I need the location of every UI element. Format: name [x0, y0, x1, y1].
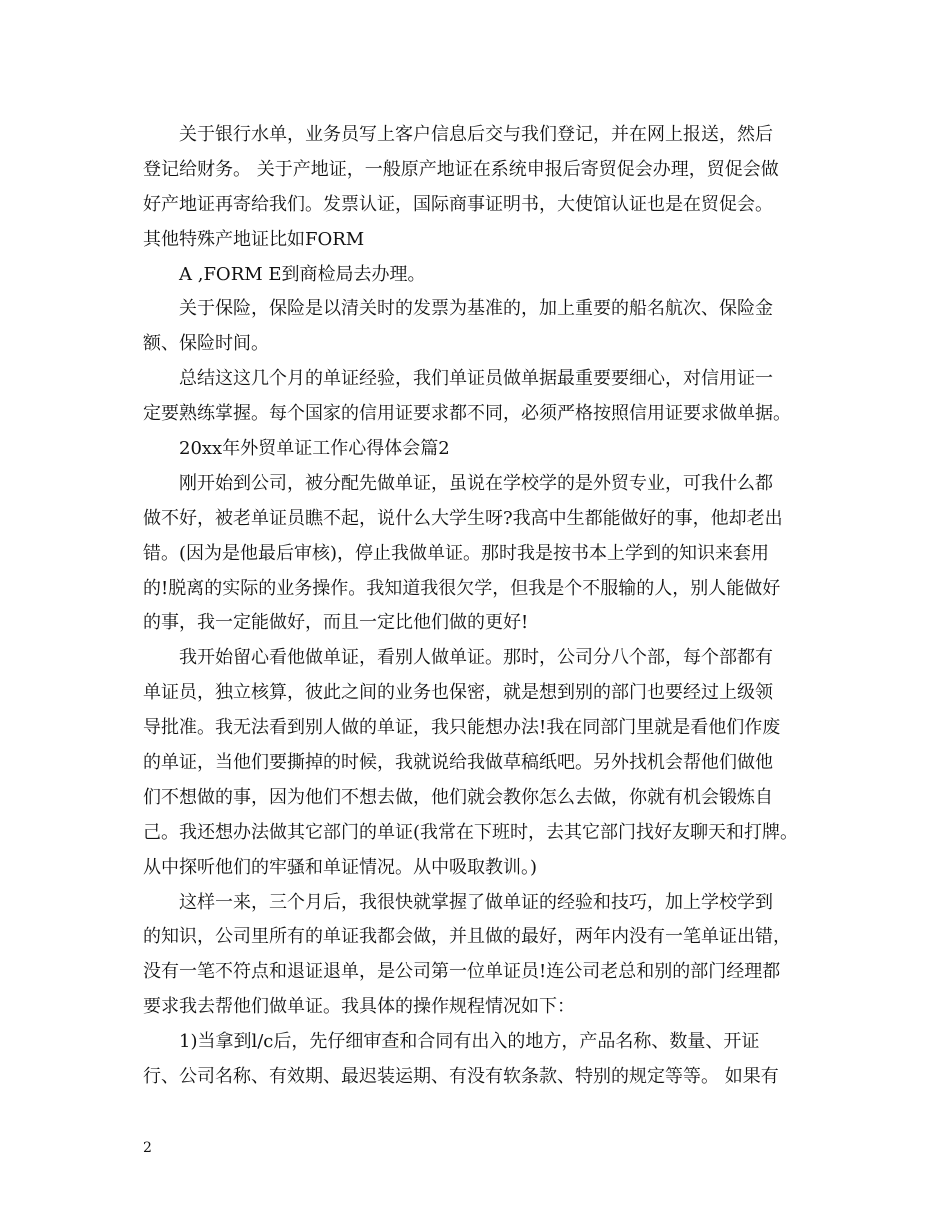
- text-line: 单证员，独立核算，彼此之间的业务也保密，就是想到别的部门也要经过上级领: [143, 682, 773, 704]
- text-line: 定要熟练掌握。每个国家的信用证要求都不同，必须严格按照信用证要求做单据。: [143, 403, 791, 425]
- text-line: 刚开始到公司，被分配先做单证，虽说在学校学的是外贸专业，可我什么都: [179, 472, 773, 494]
- text-line: 们不想做的事，因为他们不想去做，他们就会教你怎么去做，你就有机会锻炼自: [143, 786, 773, 808]
- text-line: 关于保险，保险是以清关时的发票为基准的，加上重要的船名航次、保险金: [179, 298, 773, 320]
- text-line: 1)当拿到l/c后，先仔细审查和合同有出入的地方，产品名称、数量、开证: [179, 1031, 760, 1053]
- text-line: 从中探听他们的牢骚和单证情况。从中吸取教训。): [143, 856, 538, 878]
- text-line: 的!脱离的实际的业务操作。我知道我很欠学，但我是个不服输的人，别人能做好: [143, 577, 781, 599]
- page-number: 2: [143, 1140, 152, 1156]
- text-line: 没有一笔不符点和退证退单，是公司第一位单证员!连公司老总和别的部门经理都: [143, 961, 781, 983]
- text-line: 做不好，被老单证员瞧不起，说什么大学生呀?我高中生都能做好的事，他却老出: [143, 507, 783, 529]
- text-line: 其他特殊产地证比如FORM: [143, 228, 365, 250]
- text-line: A ,FORM E到商检局去办理。: [179, 263, 426, 285]
- text-line: 己。我还想办法做其它部门的单证(我常在下班时，去其它部门找好友聊天和打牌。: [143, 821, 799, 843]
- text-line: 的知识，公司里所有的单证我都会做，并且做的最好，两年内没有一笔单证出错，: [143, 926, 791, 948]
- text-line: 导批准。我无法看到别人做的单证，我只能想办法!我在同部门里就是看他们作废: [143, 717, 781, 739]
- text-line: 我开始留心看他做单证，看别人做单证。那时，公司分八个部，每个部都有: [179, 647, 773, 669]
- text-line: 关于银行水单，业务员写上客户信息后交与我们登记，并在网上报送，然后: [179, 124, 773, 145]
- text-line: 要求我去帮他们做单证。我具体的操作规程情况如下：: [143, 996, 575, 1018]
- text-line: 的事，我一定能做好，而且一定比他们做的更好!: [143, 612, 529, 634]
- section-heading: 20xx年外贸单证工作心得体会篇2: [179, 438, 450, 460]
- text-line: 登记给财务。 关于产地证，一般原产地证在系统申报后寄贸促会办理，贸促会做: [143, 158, 779, 180]
- text-line: 总结这这几个月的单证经验，我们单证员做单据最重要要细心，对信用证一: [179, 368, 773, 390]
- text-line: 行、公司名称、有效期、最迟装运期、有没有软条款、特别的规定等等。 如果有: [143, 1066, 779, 1088]
- text-line: 的单证，当他们要撕掉的时候，我就说给我做草稿纸吧。另外找机会帮他们做他: [143, 752, 773, 774]
- text-line: 好产地证再寄给我们。发票认证，国际商事证明书，大使馆认证也是在贸促会。: [143, 193, 773, 215]
- text-line: 错。(因为是他最后审核)，停止我做单证。那时我是按书本上学到的知识来套用: [143, 542, 770, 564]
- text-line: 这样一来，三个月后，我很快就掌握了做单证的经验和技巧，加上学校学到: [179, 891, 773, 913]
- text-line: 额、保险时间。: [143, 333, 269, 355]
- body-text: [143, 118, 823, 1095]
